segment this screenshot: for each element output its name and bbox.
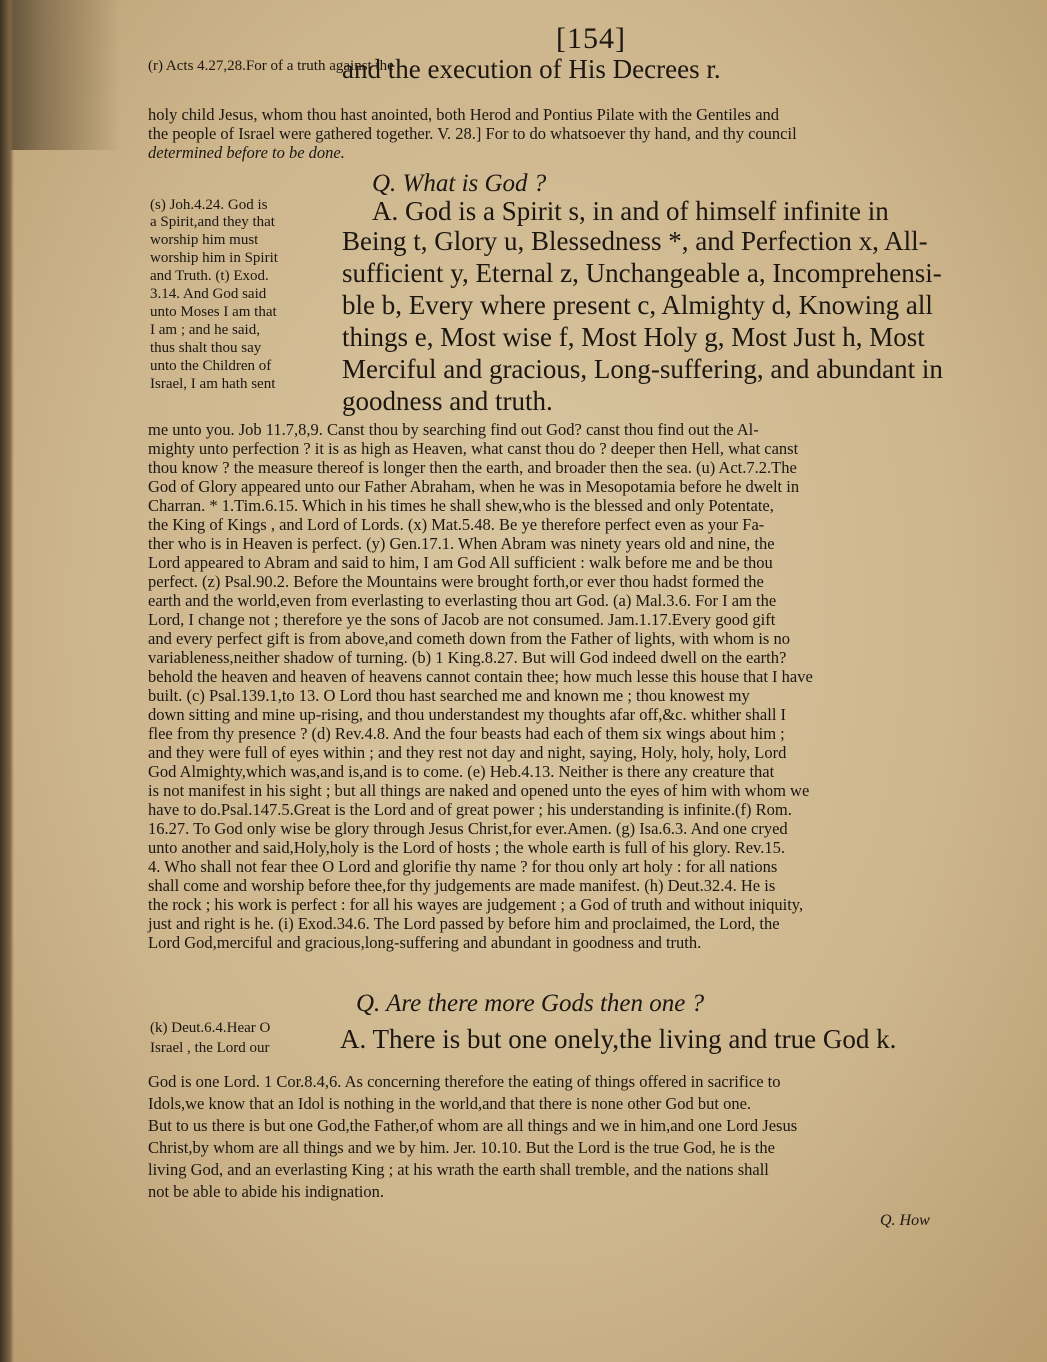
side-note-line: (s) Joh.4.24. God is bbox=[150, 197, 268, 213]
proof-line: the King of Kings , and Lord of Lords. (x) Mat.5.48. Be ye therefore perfect even as your Fa- bbox=[148, 515, 765, 534]
proof-line: living God, and an everlasting King ; at his wrath the earth shall tremble, and the nations shall bbox=[148, 1160, 769, 1179]
proof-line: earth and the world,even from everlasting to everlasting thou art God. (a) Mal.3.6. For I am the bbox=[148, 591, 777, 610]
proof-line: and they were full of eyes within ; and they rest not day and night, saying, Holy, holy, holy, Lord bbox=[148, 743, 787, 762]
proof-line: But to us there is but one God,the Father,of whom are all things and we in him,and one Lord Jesus bbox=[148, 1116, 798, 1135]
answer-1-line: goodness and truth. bbox=[342, 386, 553, 416]
proof-line: shall come and worship before thee,for thy judgements are made manifest. (h) Deut.32.4. He is bbox=[148, 876, 776, 895]
side-note-line: a Spirit,and they that bbox=[150, 214, 275, 230]
side-note-line: (k) Deut.6.4.Hear O bbox=[150, 1020, 271, 1036]
proof-line: thou know ? the measure thereof is longer then the earth, and broader then the sea. (u) Act.7.2.The bbox=[148, 458, 797, 477]
side-note-line: unto Moses I am that bbox=[150, 304, 277, 320]
proof-line: Idols,we know that an Idol is nothing in the world,and that there is none other God but one. bbox=[148, 1094, 752, 1113]
proof-line: Charran. * 1.Tim.6.15. Which in his times he shall shew,who is the blessed and only Potentate, bbox=[148, 496, 774, 515]
proof-line: and every perfect gift is from above,and cometh down from the Father of lights, with whom is no bbox=[148, 629, 790, 648]
proof-line: behold the heaven and heaven of heavens cannot contain thee; how much lesse this house that I have bbox=[148, 667, 813, 686]
answer-1-line: ble b, Every where present c, Almighty d, Knowing all bbox=[342, 290, 933, 320]
proof-line: perfect. (z) Psal.90.2. Before the Mountains were brought forth,or ever thou hadst formed the bbox=[148, 572, 764, 591]
side-note-line: Israel, I am hath sent bbox=[150, 376, 276, 392]
side-note-line: worship him must bbox=[150, 232, 259, 248]
proof-line: unto another and said,Holy,holy is the Lord of hosts ; the whole earth is full of his glory. Rev.15. bbox=[148, 838, 785, 857]
proof-line: the rock ; his work is perfect : for all his wayes are judgement ; a God of truth and without iniquity, bbox=[148, 895, 804, 914]
proof-line: is not manifest in his sight ; but all things are naked and opened unto the eyes of him with whom we bbox=[148, 781, 810, 800]
top-heading-line: and the execution of His Decrees r. bbox=[342, 54, 721, 84]
answer-2-line: A. There is but one onely,the living and true God k. bbox=[340, 1024, 897, 1054]
proof-line: Christ,by whom are all things and we by him. Jer. 10.10. But the Lord is the true God, he is the bbox=[148, 1138, 775, 1157]
side-note-line: Israel , the Lord our bbox=[150, 1040, 270, 1056]
proof-line: God of Glory appeared unto our Father Abraham, when he was in Mesopotamia before he dwelt in bbox=[148, 477, 800, 496]
catchword: Q. How bbox=[880, 1212, 930, 1229]
page-number: [154] bbox=[556, 22, 626, 55]
proof-line: Lord appeared to Abram and said to him, I am God All sufficient : walk before me and be thou bbox=[148, 553, 773, 572]
top-margin-note: (r) Acts 4.27,28.For of a truth against the bbox=[148, 58, 394, 74]
proof-line: ther who is in Heaven is perfect. (y) Gen.17.1. When Abram was ninety years old and nine, the bbox=[148, 534, 775, 553]
answer-1-line: Merciful and gracious, Long-suffering, and abundant in bbox=[342, 354, 943, 384]
proof-line: me unto you. Job 11.7,8,9. Canst thou by searching find out God? canst thou find out the Al- bbox=[148, 420, 759, 439]
proof-line: have to do.Psal.147.5.Great is the Lord and of great power ; his understanding is infinite.(f) Rom. bbox=[148, 800, 792, 819]
side-note-line: I am ; and he said, bbox=[150, 322, 260, 338]
proof-line: just and right is he. (i) Exod.34.6. The Lord passed by before him and proclaimed, the Lord, the bbox=[148, 914, 780, 933]
answer-1-line: A. God is a Spirit s, in and of himself infinite in bbox=[372, 196, 889, 226]
proof-line: 4. Who shall not fear thee O Lord and glorifie thy name ? for thou only art holy : for all nations bbox=[148, 857, 778, 876]
side-note-line: worship him in Spirit bbox=[150, 250, 278, 266]
proof-line: God is one Lord. 1 Cor.8.4,6. As concerning therefore the eating of things offered in sacrifice to bbox=[148, 1072, 781, 1091]
binding-edge bbox=[0, 0, 14, 1362]
proof-line: down sitting and mine up-rising, and thou understandest my thoughts afar off,&c. whither shall I bbox=[148, 705, 787, 724]
proof-line: Lord God,merciful and gracious,long-suffering and abundant in goodness and truth. bbox=[148, 933, 702, 952]
side-note-line: and Truth. (t) Exod. bbox=[150, 268, 269, 284]
proof-line: 16.27. To God only wise be glory through Jesus Christ,for ever.Amen. (g) Isa.6.3. And one cryed bbox=[148, 819, 788, 838]
top-line-2: the people of Israel were gathered together. V. 28.] For to do whatsoever thy hand, and thy council bbox=[148, 124, 797, 143]
proof-line: variableness,neither shadow of turning. (b) 1 King.8.27. But will God indeed dwell on the earth? bbox=[148, 648, 787, 667]
side-note-line: 3.14. And God said bbox=[150, 286, 267, 302]
top-line-3: determined before to be done. bbox=[148, 143, 345, 162]
proof-line: built. (c) Psal.139.1,to 13. O Lord thou hast searched me and known me ; thou knowest my bbox=[148, 686, 750, 705]
proof-line: God Almighty,which was,and is,and is to come. (e) Heb.4.13. Neither is there any creature that bbox=[148, 762, 775, 781]
proof-line: not be able to abide his indignation. bbox=[148, 1182, 384, 1201]
proof-line: mighty unto perfection ? it is as high as Heaven, what canst thou do ? deeper then Hell, what canst bbox=[148, 439, 799, 458]
answer-1-line: Being t, Glory u, Blessedness *, and Perfection x, All- bbox=[342, 226, 928, 256]
question-2: Q. Are there more Gods then one ? bbox=[356, 990, 705, 1017]
answer-1-line: things e, Most wise f, Most Holy g, Most Just h, Most bbox=[342, 322, 925, 352]
page-shadow bbox=[0, 0, 120, 150]
side-note-line: thus shalt thou say bbox=[150, 340, 262, 356]
proof-line: Lord, I change not ; therefore ye the sons of Jacob are not consumed. Jam.1.17.Every good gift bbox=[148, 610, 776, 629]
side-note-line: unto the Children of bbox=[150, 358, 272, 374]
top-line-1: holy child Jesus, whom thou hast anointed, both Herod and Pontius Pilate with the Gentiles and bbox=[148, 105, 780, 124]
proof-line: flee from thy presence ? (d) Rev.4.8. And the four beasts had each of them six wings about him ; bbox=[148, 724, 785, 743]
question-1: Q. What is God ? bbox=[372, 170, 547, 197]
answer-1-line: sufficient y, Eternal z, Unchangeable a, Incomprehensi- bbox=[342, 258, 942, 288]
